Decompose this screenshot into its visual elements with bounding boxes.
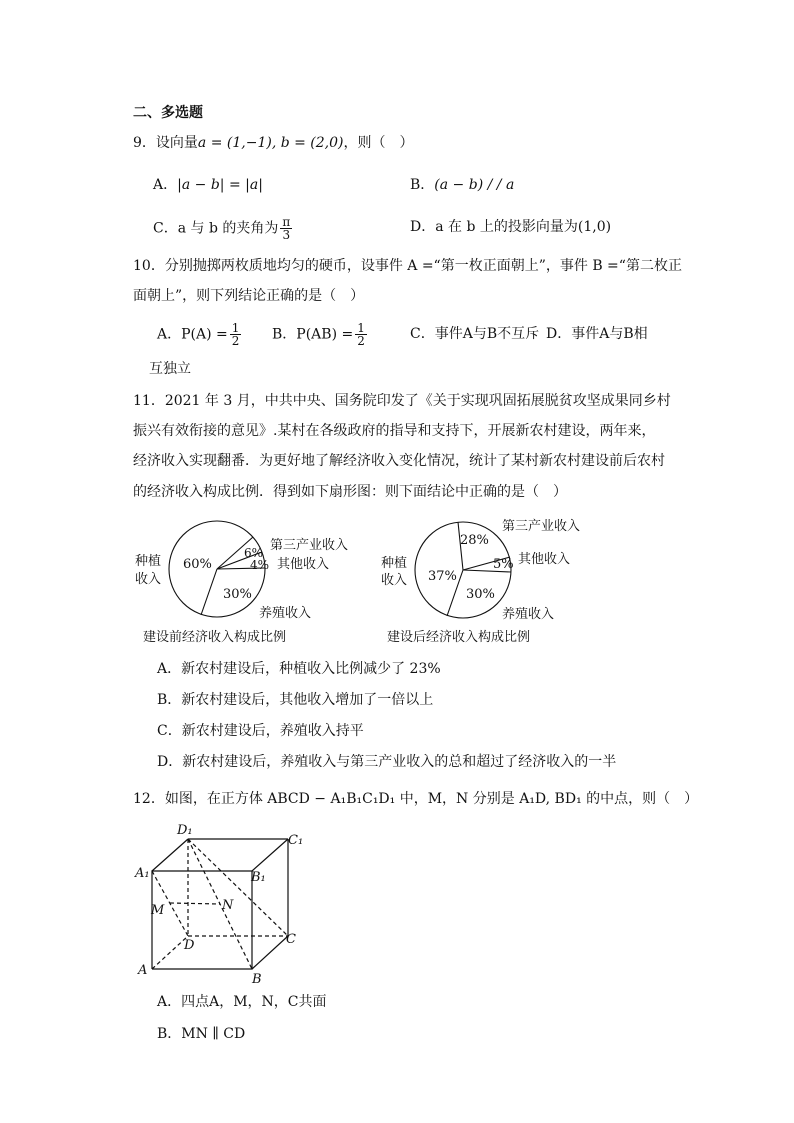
label-m: M — [151, 903, 165, 918]
q12-line1: 12．如图，在正方体 ABCD − A₁B₁C₁D₁ 中，M，N 分别是 A₁D, BD₁ 的中点，则（ ） — [133, 791, 699, 807]
q9-option-c — [153, 216, 294, 241]
label-d: D — [184, 938, 195, 953]
pie-before-title: 建设前经济收入构成比例 — [143, 630, 287, 645]
q9-option-b-label: B． — [410, 177, 435, 193]
q9-option-a-label: A． — [153, 177, 178, 193]
pie-before-value-6: 6% — [244, 546, 264, 560]
segment-mn — [170, 903, 220, 904]
q10-option-a — [157, 322, 243, 347]
q10-option-c: C．事件A与B不互斥 — [410, 326, 540, 342]
q11-option-c: C．新农村建设后，养殖收入持平 — [157, 723, 364, 739]
pie-after-label-zhongzhi-2: 收入 — [381, 573, 408, 588]
label-b1: B₁ — [251, 870, 266, 885]
pie-after-label-breed: 养殖收入 — [502, 607, 555, 622]
q10-option-b-text: B．P(AB) = — [272, 326, 354, 343]
q10-option-a-text: A．P(A) = — [157, 326, 228, 343]
cube-edge — [152, 839, 188, 871]
q10-line2: 面朝上”，则下列结论正确的是（ ） — [133, 288, 365, 304]
q9-option-c-label: C． — [153, 220, 178, 237]
pie-after-label-third: 第三产业收入 — [502, 519, 581, 534]
pie-before-label-zhongzhi-2: 收入 — [135, 572, 162, 587]
cube-edge — [252, 839, 288, 871]
pie-before-value-30: 30% — [223, 587, 252, 602]
pie-charts — [0, 510, 794, 650]
q9-option-c-text: a 与 b 的夹角为 — [177, 220, 279, 237]
label-c1: C₁ — [288, 833, 304, 848]
q9-option-d-label: D． — [410, 219, 436, 235]
q10-option-d: D．事件A与B相 — [546, 326, 648, 342]
pie-before-label-zhongzhi-1: 种植 — [135, 554, 162, 569]
cube-edge — [252, 936, 288, 969]
fraction-numerator: 1 — [357, 321, 365, 335]
section-title: 二、多选题 — [133, 105, 203, 121]
pie-after-label-zhongzhi-1: 种植 — [381, 556, 408, 571]
q11-line1: 11．2021 年 3 月，中共中央、国务院印发了《关于实现巩固拓展脱贫攻坚成果同乡村 — [133, 393, 671, 409]
q10-option-b — [272, 322, 369, 347]
pie-before-slice-edge — [201, 569, 217, 615]
pie-after-value-30: 30% — [466, 587, 495, 602]
q9-option-d — [410, 218, 611, 236]
label-a: A — [138, 963, 148, 978]
q12-option-a: A．四点A，M，N，C共面 — [157, 994, 327, 1010]
fraction-denominator: 2 — [357, 334, 365, 348]
q9-option-a-expr: |a − b| = |a| — [177, 177, 263, 193]
label-a1: A₁ — [135, 866, 150, 881]
q11-line3: 经济收入实现翻番．为更好地了解经济收入变化情况，统计了某村新农村建设前后农村 — [133, 453, 665, 469]
fraction-denominator: 2 — [231, 334, 240, 348]
cube-hidden-diagonal — [188, 839, 288, 936]
q11-line4: 的经济收入构成比例．得到如下扇形图：则下面结论中正确的是（ ） — [133, 484, 567, 500]
pie-after-title: 建设后经济收入构成比例 — [387, 630, 531, 645]
q10-line1: 10．分别抛掷两枚质地均匀的硬币，设事件 A =“第一枚正面朝上”，事件 B =“第二枚正 — [133, 258, 682, 274]
label-n: N — [222, 898, 234, 913]
pie-before-label-breed: 养殖收入 — [259, 606, 312, 621]
q9-option-c-fraction — [280, 216, 292, 241]
label-d1: D₁ — [177, 823, 193, 838]
q10-option-b-fraction — [355, 322, 367, 347]
label-c: C — [286, 932, 296, 947]
pie-after-value-28: 28% — [460, 533, 489, 548]
cube-hidden-edge — [152, 936, 188, 969]
q11-line2: 振兴有效衔接的意见》.某村在各级政府的指导和支持下，开展新农村建设，两年来， — [133, 423, 656, 439]
q11-option-d: D．新农村建设后，养殖收入与第三产业收入的总和超过了经济收入的一半 — [157, 754, 617, 770]
q9-option-d-text: a 在 b 上的投影向量为 — [435, 219, 578, 235]
fraction-numerator: 1 — [231, 321, 240, 335]
pie-before-label-other: 其他收入 — [277, 557, 330, 572]
q10-line4: 互独立 — [149, 361, 191, 377]
pie-after-value-5: 5% — [493, 557, 514, 572]
cube-figure — [130, 815, 330, 985]
fraction-numerator: π — [282, 215, 291, 229]
pie-before-value-60: 60% — [183, 557, 212, 572]
q12-option-b: B．MN ∥ CD — [157, 1026, 246, 1042]
pie-after-value-37: 37% — [428, 569, 457, 584]
q9-option-d-expr: (1,0) — [577, 219, 612, 235]
cube-front-face — [152, 871, 252, 969]
q9-vectors: a = (1,−1), b = (2,0) — [197, 135, 344, 151]
q9-tail: ，则（ ） — [343, 135, 414, 151]
q11-option-b: B．新农村建设后，其他收入增加了一倍以上 — [157, 692, 434, 708]
q9-stem — [133, 134, 414, 152]
q11-option-a: A．新农村建设后，种植收入比例减少了 23% — [157, 661, 441, 677]
q9-option-a — [153, 176, 263, 194]
q10-option-a-fraction — [230, 322, 242, 347]
pie-before-value-4: 4% — [250, 558, 270, 572]
fraction-denominator: 3 — [282, 228, 291, 242]
label-b: B — [252, 972, 262, 985]
pie-after-label-other: 其他收入 — [518, 552, 571, 567]
pie-before-label-third: 第三产业收入 — [270, 538, 349, 553]
q9-option-b-expr: (a − b) / / a — [434, 177, 515, 193]
q9-option-b — [410, 176, 514, 194]
q9-stem-text: 9．设向量 — [133, 135, 198, 151]
